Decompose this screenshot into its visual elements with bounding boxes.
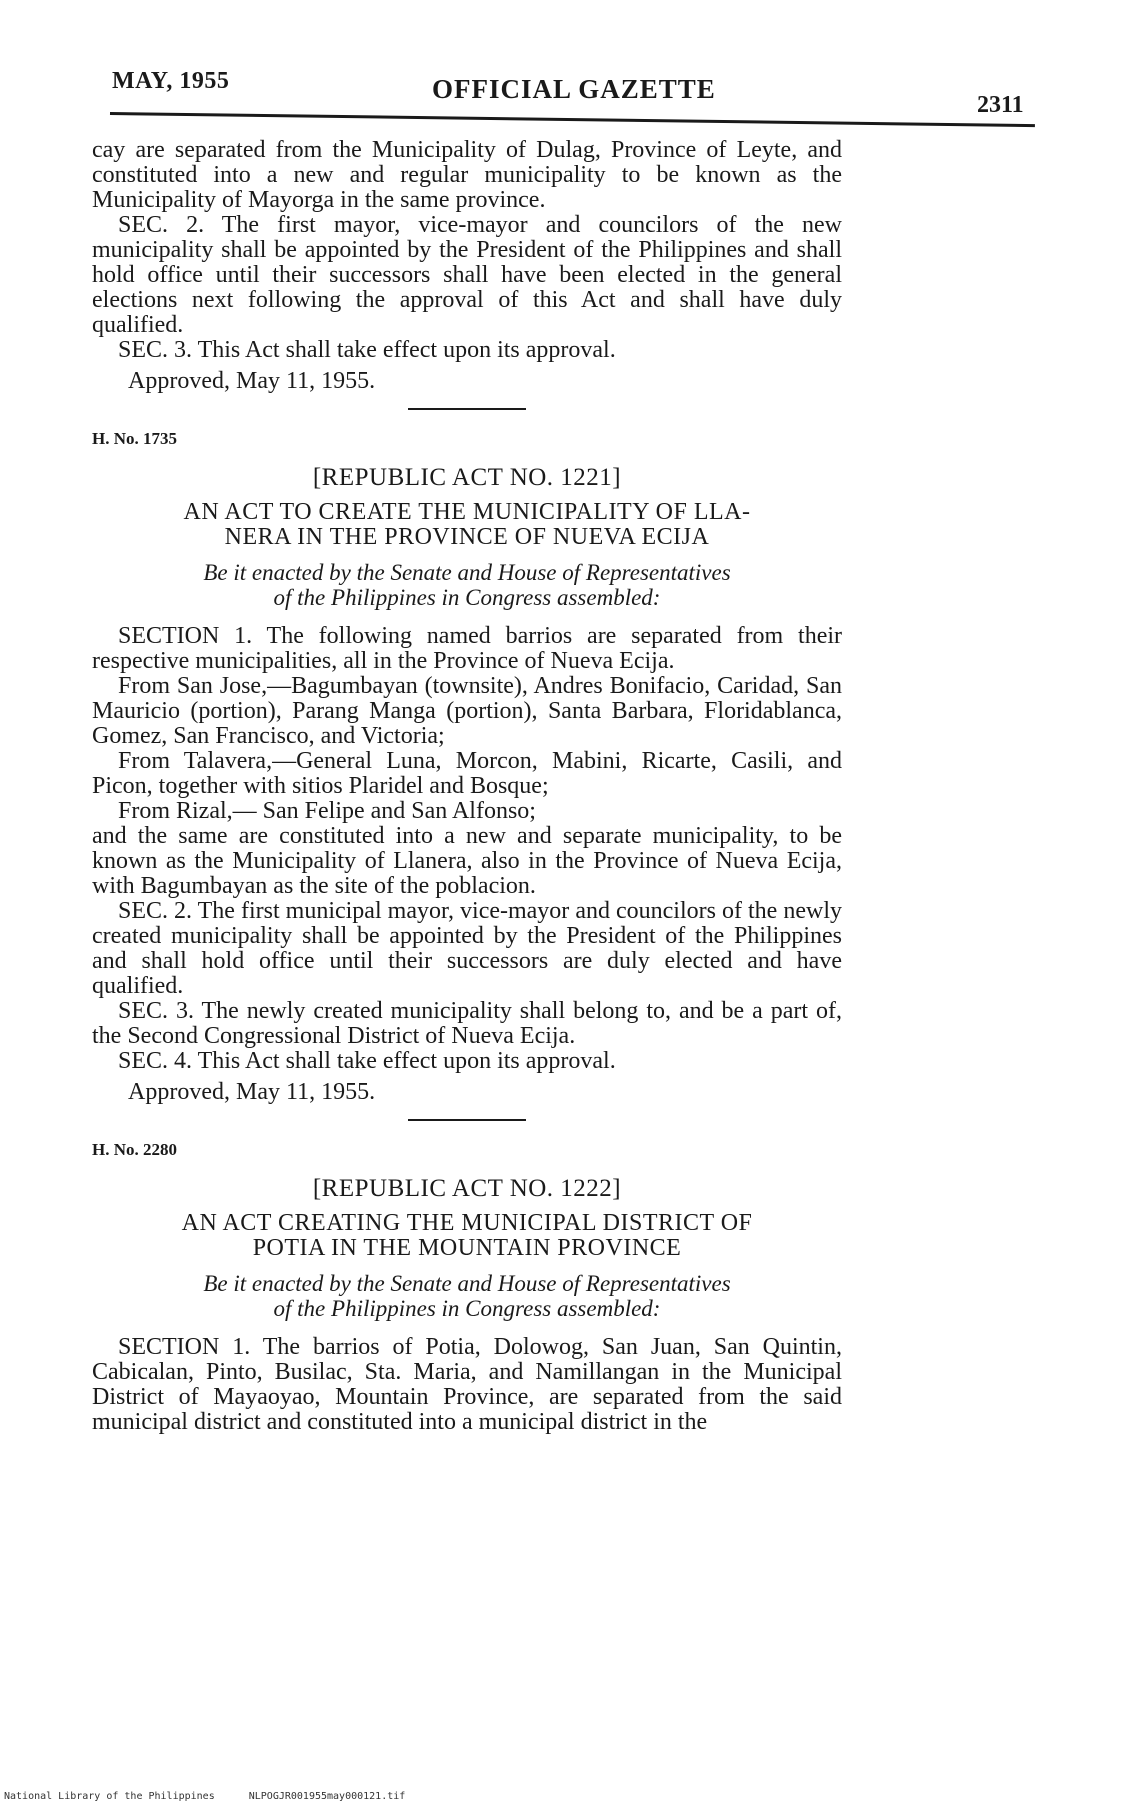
act1221-approved: Approved, May 11, 1955. [128,1079,376,1105]
header-date: MAY, 1955 [112,68,230,94]
page-header [112,66,1032,118]
section-label: SEC. 2. [118,212,205,238]
header-rule [110,112,1035,127]
act1220-section-2 [92,213,842,338]
section-label: SECTION 1. [118,623,253,649]
separator-rule [408,408,526,410]
act-title [92,1211,842,1261]
section-label: SECTION 1. [118,1334,251,1360]
section-label: SEC. 4. [118,1048,193,1074]
act1221-constituted: and the same are constituted into a new and separate municipality, to be known as the Municipality of Llanera, also in the Province of Nueva Ecija, with Bagumbayan as the site of the poblacion. [92,823,842,899]
act1220-approved: Approved, May 11, 1955. [128,368,376,394]
section-text: The barrios of Potia, Dolowog, San Juan, San Quintin, Cabicalan, Pinto, Busilac, Sta. Maria, and Namillangan in the Municipal District of Mayaoyao, Mountain Province, are separated from the said municipal district and constituted into a municipal district in the [92,1334,842,1435]
act1221-section-3 [92,999,842,1049]
page-number: 2311 [977,92,1024,118]
separator-rule [408,1119,526,1121]
section-text: This Act shall take effect upon its approval. [197,337,616,363]
act1221-section-2 [92,899,842,999]
enacting-line: Be it enacted by the Senate and House of Representatives [203,1271,731,1296]
act1221-section-4 [92,1049,842,1074]
act1220-section-3 [92,338,842,363]
section-text: The newly created municipality shall belong to, and be a part of, the Second Congressional District of Nueva Ecija. [92,998,843,1049]
footer-library: National Library of the Philippines [4,1791,215,1802]
act1221-from-san-jose: From San Jose,—Bagumbayan (townsite), Andres Bonifacio, Caridad, San Mauricio (portion), Parang Manga (portion), Santa Barbara, Floridablanca, Gomez, San Francisco, and Victoria; [92,673,842,749]
enacting-line: Be it enacted by the Senate and House of Representatives [203,560,731,585]
section-label: SEC. 3. [118,337,193,363]
scan-footer [4,1791,433,1802]
act1221-from-rizal: From Rizal,— San Felipe and San Alfonso; [118,798,536,824]
enacting-clause [92,560,842,610]
section-text: The first mayor, vice-mayor and councilors of the new municipality shall be appointed by the President of the Philippines and shall hold office until their successors shall have been elected in the general elections next following the approval of this Act and shall have duly qualified. [92,212,842,338]
section-text: The following named barrios are separated from their respective municipalities, all in the Province of Nueva Ecija. [92,623,843,674]
section-label: SEC. 3. [118,998,194,1024]
enacting-line: of the Philippines in Congress assembled: [273,585,661,610]
republic-act-number: [REPUBLIC ACT NO. 1222] [312,1175,622,1202]
house-bill-number: H. No. 2280 [92,1140,177,1159]
enacting-clause [92,1271,842,1321]
act-title-line: POTIA IN THE MOUNTAIN PROVINCE [252,1235,682,1261]
act1221-from-talavera: From Talavera,—General Luna, Morcon, Mabini, Ricarte, Casili, and Picon, together with sitios Plaridel and Bosque; [92,748,842,799]
act-title-line: AN ACT CREATING THE MUNICIPAL DISTRICT OF [181,1210,753,1236]
act1220-paragraph: cay are separated from the Municipality of Dulag, Province of Leyte, and constituted into a new and regular municipality to be known as the Municipality of Mayorga in the same province. [92,137,842,213]
footer-file: NLPOGJR001955may000121.tif [248,1791,406,1802]
act-title [92,500,842,550]
act-title-line: AN ACT TO CREATE THE MUNICIPALITY OF LLA- [183,499,751,525]
page-body [92,138,842,1435]
header-title: OFFICIAL GAZETTE [432,74,716,104]
act-title-line: NERA IN THE PROVINCE OF NUEVA ECIJA [224,524,710,550]
section-text: This Act shall take effect upon its approval. [197,1048,616,1074]
section-text: The first municipal mayor, vice-mayor and councilors of the newly created municipality shall be appointed by the President of the Philippines and shall hold office until their successors are duly elected and have qualified. [92,898,843,999]
section-label: SEC. 2. [118,898,193,924]
republic-act-number: [REPUBLIC ACT NO. 1221] [312,464,622,491]
act1221-section-1 [92,624,842,674]
act1222-section-1 [92,1335,842,1435]
house-bill-number: H. No. 1735 [92,429,177,448]
enacting-line: of the Philippines in Congress assembled: [273,1296,661,1321]
